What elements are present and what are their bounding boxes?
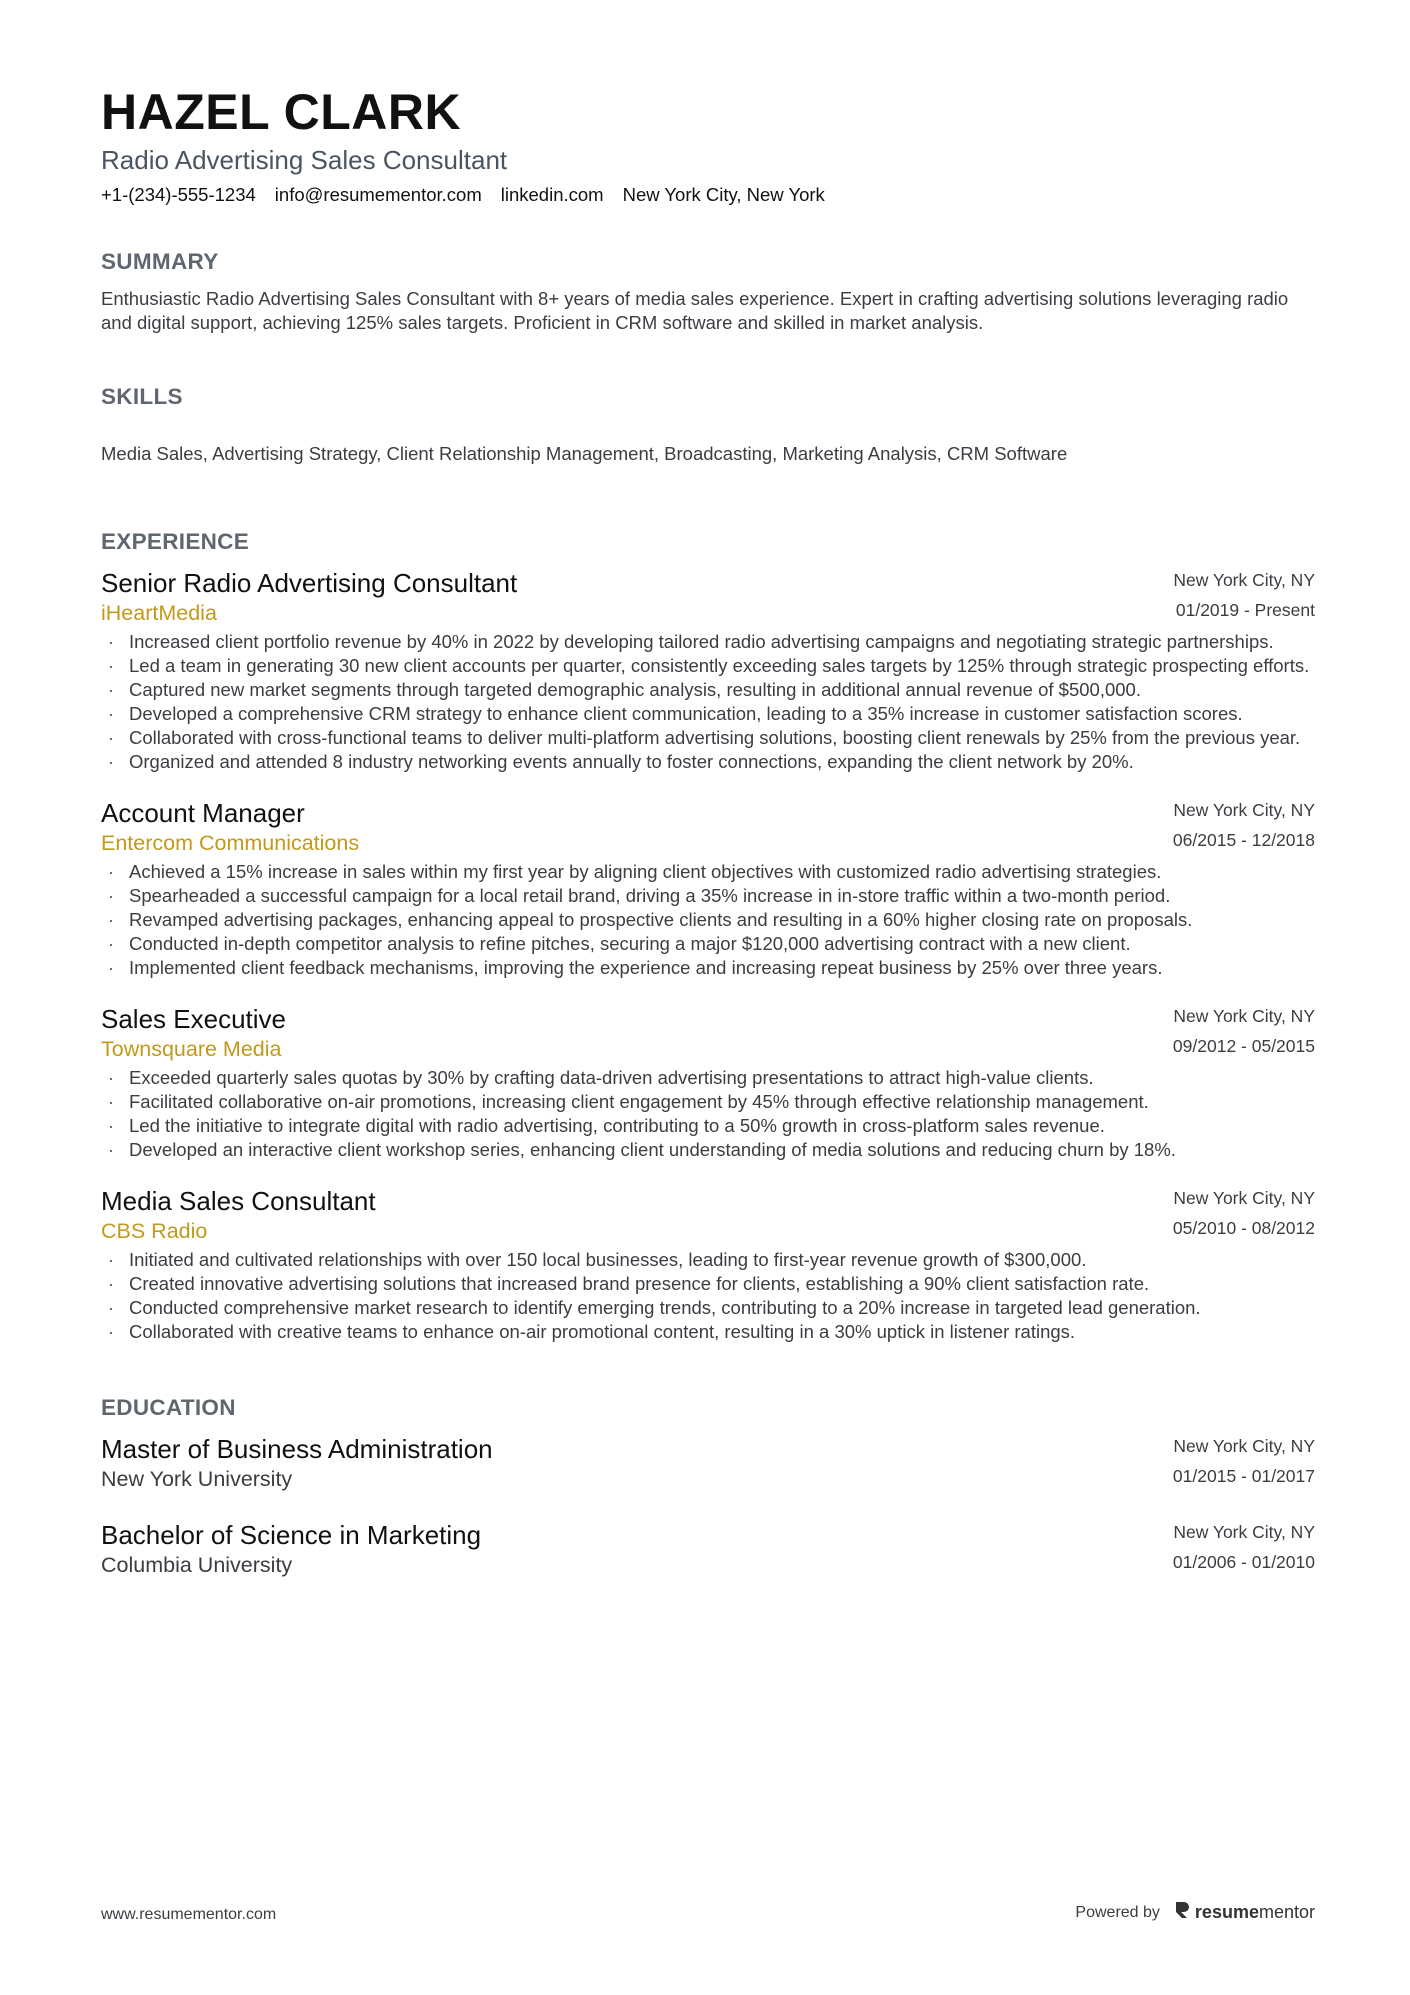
education-entry	[101, 1434, 1315, 1492]
company-name: Townsquare Media	[101, 1037, 282, 1061]
company-name: CBS Radio	[101, 1219, 208, 1243]
company-name: Entercom Communications	[101, 831, 360, 855]
resume-page	[101, 84, 1315, 1578]
list-item: · Created innovative advertising solutions that increased brand presence for clients, establishing a 90% client satisfaction rate.	[101, 1272, 1315, 1296]
location: New York City, New York	[622, 184, 825, 205]
list-item: · Collaborated with cross-functional teams to deliver multi-platform advertising solutions, boosting client renewals by 25% from the previous year.	[101, 726, 1315, 750]
footer-website-link[interactable]: www.resumementor.com	[101, 1906, 277, 1923]
job-dates: 01/2019 - Present	[1175, 600, 1315, 620]
education-section	[101, 1394, 1315, 1578]
job-dates: 05/2010 - 08/2012	[1172, 1218, 1315, 1238]
job-location: New York City, NY	[1173, 1188, 1315, 1208]
list-item: · Led the initiative to integrate digital with radio advertising, contributing to a 50% growth in cross-platform sales revenue.	[101, 1114, 1315, 1138]
list-item: · Achieved a 15% increase in sales within my first year by aligning client objectives with customized radio advertising strategies.	[101, 860, 1315, 884]
candidate-title: Radio Advertising Sales Consultant	[101, 145, 508, 175]
list-item: · Facilitated collaborative on-air promotions, increasing client engagement by 45% through effective relationship management.	[101, 1090, 1315, 1114]
phone: +1-(234)-555-1234	[101, 184, 256, 205]
list-item: · Exceeded quarterly sales quotas by 30% by crafting data-driven advertising presentations to attract high-value clients.	[101, 1066, 1315, 1090]
list-item: · Organized and attended 8 industry networking events annually to foster connections, expanding the client network by 20%.	[101, 750, 1315, 774]
job-bullets	[101, 1248, 1315, 1344]
summary-heading: SUMMARY	[101, 249, 219, 274]
job-title: Account Manager	[101, 798, 305, 828]
list-item: · Revamped advertising packages, enhancing appeal to prospective clients and resulting in a 60% higher closing rate on proposals.	[101, 908, 1315, 932]
job-dates: 09/2012 - 05/2015	[1172, 1036, 1315, 1056]
job-bullets	[101, 860, 1315, 980]
list-item: · Initiated and cultivated relationships with over 150 local businesses, leading to first-year revenue growth of $300,000.	[101, 1248, 1315, 1272]
education-location: New York City, NY	[1173, 1522, 1315, 1542]
job-entry	[101, 798, 1315, 980]
summary-section	[101, 248, 1315, 335]
list-item: · Conducted comprehensive market research to identify emerging trends, contributing to a 20% increase in targeted lead generation.	[101, 1296, 1315, 1320]
brand-light: mentor	[1258, 1902, 1315, 1922]
job-bullets	[101, 1066, 1315, 1162]
job-title: Sales Executive	[101, 1004, 286, 1034]
list-item: · Developed an interactive client workshop series, enhancing client understanding of media solutions and reducing churn by 18%.	[101, 1138, 1315, 1162]
resumementor-logo[interactable]	[1174, 1900, 1315, 1925]
powered-by-label: Powered by	[1075, 1903, 1160, 1921]
skills-heading: SKILLS	[101, 384, 183, 409]
job-location: New York City, NY	[1173, 1006, 1315, 1026]
list-item: · Conducted in-depth competitor analysis to refine pitches, securing a major $120,000 advertising contract with a new client.	[101, 932, 1315, 956]
job-dates: 06/2015 - 12/2018	[1172, 830, 1315, 850]
resumementor-logo-icon	[1174, 1900, 1190, 1925]
experience-section	[101, 528, 1315, 1344]
job-title: Senior Radio Advertising Consultant	[101, 568, 518, 598]
list-item: · Increased client portfolio revenue by 40% in 2022 by developing tailored radio advertising campaigns and negotiating strategic partnerships.	[101, 630, 1315, 654]
job-entry	[101, 1186, 1315, 1344]
footer-brand	[1075, 1900, 1315, 1925]
job-entry	[101, 1004, 1315, 1162]
degree: Master of Business Administration	[101, 1434, 493, 1464]
education-location: New York City, NY	[1173, 1436, 1315, 1456]
linkedin-link[interactable]: linkedin.com	[500, 184, 604, 205]
list-item: · Implemented client feedback mechanisms, improving the experience and increasing repeat business by 25% over three years.	[101, 956, 1315, 980]
list-item: · Developed a comprehensive CRM strategy to enhance client communication, leading to a 35% increase in customer satisfaction scores.	[101, 702, 1315, 726]
job-entry	[101, 568, 1315, 774]
school-name: Columbia University	[101, 1553, 293, 1577]
list-item: · Captured new market segments through targeted demographic analysis, resulting in additional annual revenue of $500,000.	[101, 678, 1315, 702]
job-location: New York City, NY	[1173, 570, 1315, 590]
degree: Bachelor of Science in Marketing	[101, 1520, 482, 1550]
education-entry	[101, 1520, 1315, 1578]
brand-bold: resume	[1194, 1902, 1259, 1922]
skills-section	[101, 383, 1315, 466]
job-title: Media Sales Consultant	[101, 1186, 376, 1216]
job-location: New York City, NY	[1173, 800, 1315, 820]
candidate-name: HAZEL CLARK	[101, 84, 462, 140]
list-item: · Led a team in generating 30 new client accounts per quarter, consistently exceeding sales targets by 125% through strategic prospecting efforts.	[101, 654, 1315, 678]
school-name: New York University	[101, 1467, 293, 1491]
education-heading: EDUCATION	[101, 1395, 236, 1420]
job-bullets	[101, 630, 1315, 774]
company-name: iHeartMedia	[101, 601, 217, 625]
contact-bar	[101, 183, 1315, 207]
list-item: · Collaborated with creative teams to enhance on-air promotional content, resulting in a 30% uptick in listener ratings.	[101, 1320, 1315, 1344]
list-item: · Spearheaded a successful campaign for a local retail brand, driving a 35% increase in in-store traffic within a two-month period.	[101, 884, 1315, 908]
skills-text: Media Sales, Advertising Strategy, Client Relationship Management, Broadcasting, Marketing Analysis, CRM Software	[101, 443, 1068, 464]
experience-heading: EXPERIENCE	[101, 529, 250, 554]
summary-text: Enthusiastic Radio Advertising Sales Consultant with 8+ years of media sales experience. Expert in crafting advertising solutions leveraging radio and digital support, achieving 125% sales targets. Proficient in CRM software and skilled in market analysis.	[101, 288, 1289, 333]
education-dates: 01/2015 - 01/2017	[1172, 1466, 1315, 1486]
education-dates: 01/2006 - 01/2010	[1172, 1552, 1315, 1572]
email-link[interactable]: info@resumementor.com	[274, 184, 482, 205]
